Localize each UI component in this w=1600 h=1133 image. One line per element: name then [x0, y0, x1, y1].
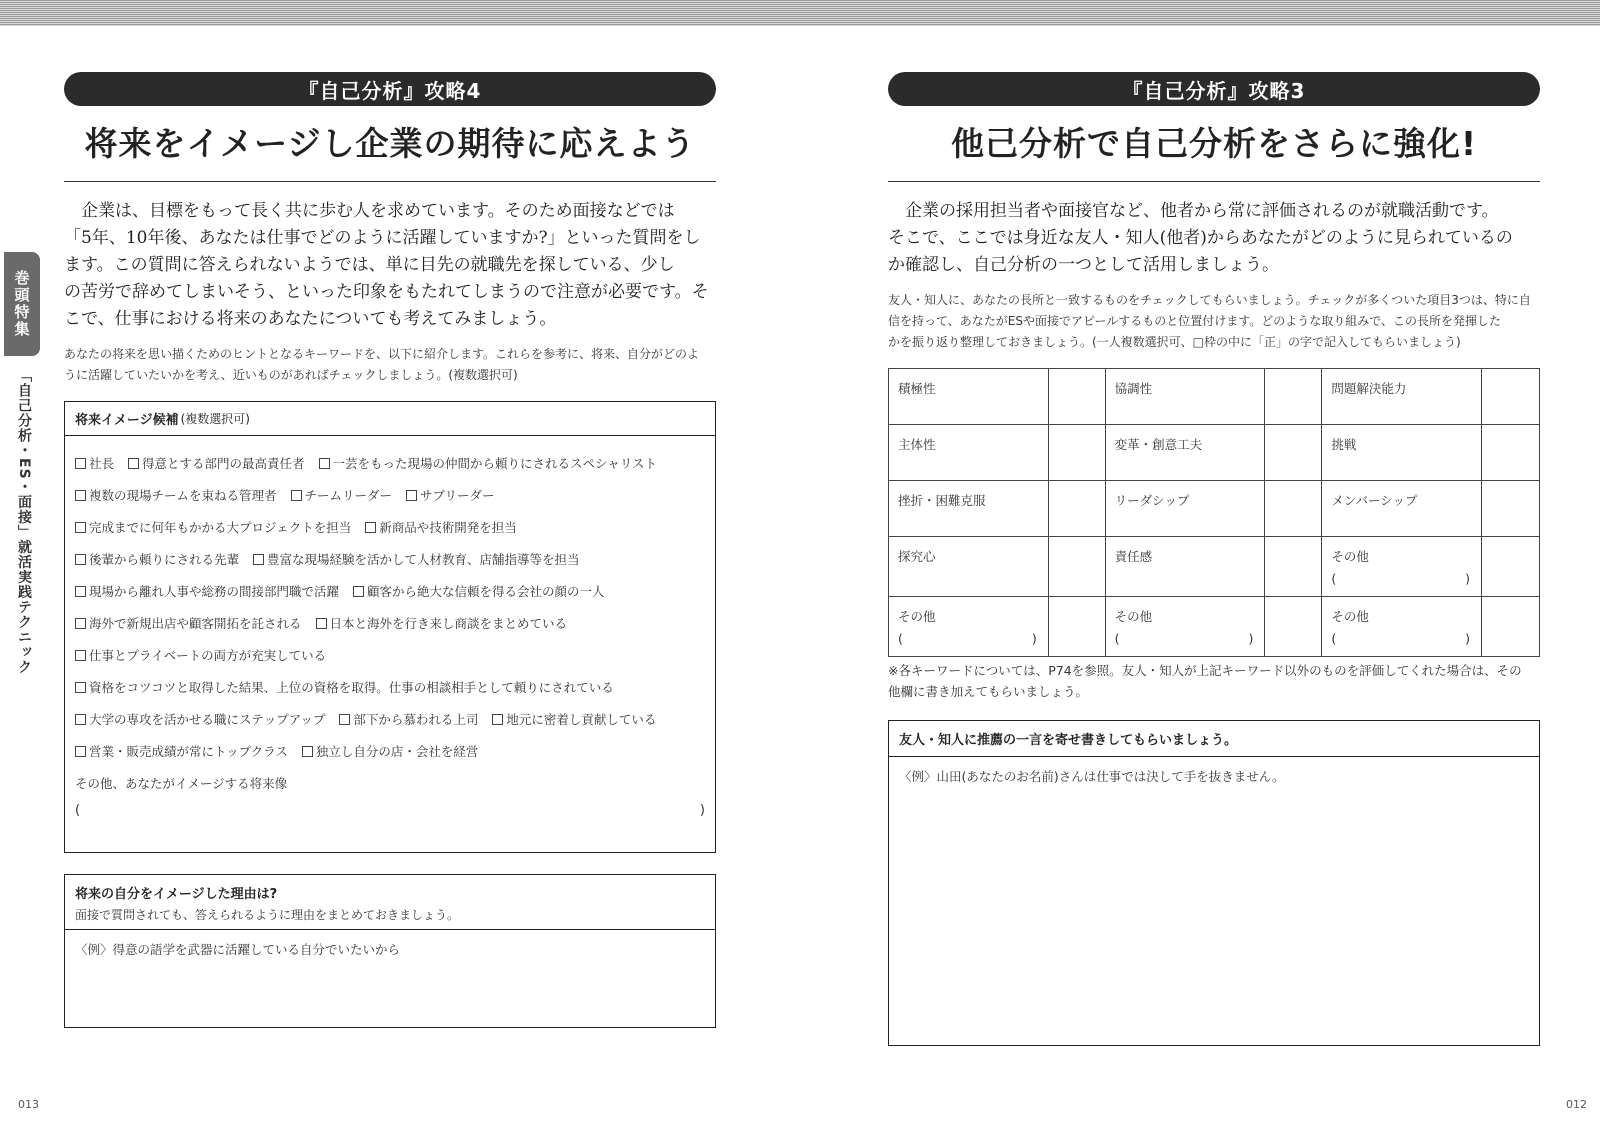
candidate-option[interactable]: [291, 486, 393, 504]
strength-keyword-cell: [1322, 481, 1482, 537]
strength-keyword: 積極性: [898, 381, 936, 396]
recommendation-answer-area[interactable]: [889, 757, 1539, 1043]
footnote-line: ※各キーワードについては、P74を参照。友人・知人が上記キーワード以外のものを評価してくれた場合は、その: [888, 663, 1522, 678]
checkbox[interactable]: [75, 586, 86, 597]
intro-line: か確認し、自己分析の一つとして活用しましょう。: [888, 255, 1279, 275]
note-line: 友人・知人に、あなたの長所と一致するものをチェックしてもらいましょう。チェックが多くついた項目3つは、特に自: [888, 293, 1531, 307]
candidate-option[interactable]: [75, 518, 351, 536]
candidate-row: [75, 575, 705, 607]
reason-box: [64, 874, 716, 1028]
top-decorative-band: [0, 0, 1600, 26]
candidate-label: 新商品や技術開発を担当: [379, 520, 517, 535]
strength-keyword: メンバーシップ: [1331, 493, 1418, 508]
candidate-option[interactable]: [492, 710, 656, 728]
tally-mark-box[interactable]: [1265, 425, 1322, 481]
checkbox[interactable]: [365, 522, 376, 533]
strength-keyword-cell: [1322, 425, 1482, 481]
paren-close: ): [1031, 631, 1037, 646]
reason-header: [65, 875, 715, 930]
feature-side-tab: [4, 252, 40, 356]
strength-keyword: 挑戦: [1331, 437, 1357, 452]
tally-mark-box[interactable]: [1482, 481, 1540, 537]
checkbox[interactable]: [75, 650, 86, 661]
note-line: あなたの将来を思い描くためのヒントとなるキーワードを、以下に紹介します。これらを参考に、将来、自分がどのよ: [64, 347, 700, 361]
candidate-row: [75, 671, 705, 703]
other-future-label: その他、あなたがイメージする将来像: [75, 776, 288, 791]
candidate-option[interactable]: [75, 742, 288, 760]
candidate-row: [75, 703, 705, 735]
candidates-subtitle: (複数選択可): [180, 412, 250, 426]
intro-line: 企業は、目標をもって長く共に歩む人を求めています。そのため面接などでは: [81, 201, 675, 221]
candidate-row: [75, 447, 705, 479]
strength-keyword-cell: [889, 425, 1049, 481]
recommendation-title: 友人・知人に推薦の一言を寄せ書きしてもらいましょう。: [899, 733, 1238, 748]
strength-keyword-cell: [889, 369, 1049, 425]
strength-row: [889, 425, 1540, 481]
intro-paragraph: [888, 198, 1548, 279]
candidate-label: 海外で新規出店や顧客開拓を託される: [89, 616, 302, 631]
strength-row: [889, 481, 1540, 537]
recommendation-example: 〈例〉山田(あなたのお名前)さんは仕事では決して手を抜きません。: [899, 769, 1285, 784]
strength-keyword: 主体性: [898, 437, 936, 452]
tally-mark-box[interactable]: [1482, 369, 1540, 425]
checkbox[interactable]: [492, 714, 503, 725]
candidate-option[interactable]: [353, 582, 605, 600]
checkbox[interactable]: [353, 586, 364, 597]
candidate-label: 後輩から頼りにされる先輩: [89, 552, 240, 567]
tally-mark-box[interactable]: [1482, 537, 1540, 597]
candidate-option[interactable]: [75, 454, 114, 472]
checkbox[interactable]: [253, 554, 264, 565]
candidate-label: 豊富な現場経験を活かして人材教育、店舗指導等を担当: [267, 552, 580, 567]
candidate-option[interactable]: [365, 518, 517, 536]
candidate-row: [75, 607, 705, 639]
note-line: 信を持って、あなたがESや面接でアピールするものと位置付けます。どのような取り組みで、この長所を発揮した: [888, 314, 1502, 328]
strength-keyword-cell: [1322, 597, 1482, 657]
intro-paragraph: [64, 198, 724, 333]
candidate-label: 部下から慕われる上司: [353, 712, 479, 727]
checkbox[interactable]: [75, 522, 86, 533]
candidate-row: [75, 543, 705, 575]
checkbox[interactable]: [75, 458, 86, 469]
strengths-check-table: [888, 368, 1540, 657]
candidate-option[interactable]: [128, 454, 305, 472]
paren-close: ): [1465, 571, 1471, 586]
candidate-label: 独立し自分の店・会社を経営: [315, 744, 479, 759]
tally-mark-box[interactable]: [1482, 597, 1540, 657]
checkbox[interactable]: [75, 746, 86, 757]
checkbox[interactable]: [75, 490, 86, 501]
tally-mark-box[interactable]: [1048, 597, 1105, 657]
reason-title: 将来の自分をイメージした理由は?: [75, 887, 278, 902]
candidate-option[interactable]: [75, 582, 339, 600]
candidate-list: [65, 436, 715, 767]
candidates-title: 将来イメージ候補: [75, 413, 179, 428]
strength-keyword: その他: [1114, 609, 1153, 624]
paren-close: ): [1465, 631, 1471, 646]
tally-mark-box[interactable]: [1265, 537, 1322, 597]
reason-example: 〈例〉得意の語学を武器に活躍している自分でいたいから: [75, 942, 401, 957]
headline-rule: [888, 181, 1540, 182]
candidate-option[interactable]: [253, 550, 580, 568]
candidate-label: 日本と海外を行き来し商談をまとめている: [329, 616, 568, 631]
other-keyword-input[interactable]: [898, 631, 1039, 646]
candidate-label: 複数の現場チームを束ねる管理者: [89, 488, 277, 503]
page-headline: 他己分析で自己分析をさらに強化!: [950, 124, 1478, 163]
candidate-option[interactable]: [319, 454, 658, 472]
strength-keyword-cell: [889, 537, 1049, 597]
right-page: [800, 26, 1600, 1133]
candidate-label: 大学の専攻を活かせる職にステップアップ: [89, 712, 326, 727]
intro-line: ます。この質問に答えられないようでは、単に目先の就職先を探している、少し: [64, 255, 675, 275]
paren-close: ): [1248, 631, 1254, 646]
intro-line: こで、仕事における将来のあなたについても考えてみましょう。: [64, 309, 557, 329]
paren-close: ): [699, 803, 705, 818]
other-keyword-input[interactable]: [1331, 571, 1472, 586]
intro-line: そこで、ここでは身近な友人・知人(他者)からあなたがどのように見られているの: [888, 228, 1513, 248]
candidate-option[interactable]: [75, 678, 614, 696]
strength-keyword-cell: [1105, 425, 1265, 481]
instruction-note: [888, 290, 1548, 353]
checkbox[interactable]: [75, 554, 86, 565]
other-keyword-input[interactable]: [1331, 631, 1472, 646]
future-candidates-box: [64, 401, 716, 853]
other-future-input[interactable]: [65, 799, 715, 818]
candidate-label: 完成までに何年もかかる大プロジェクトを担当: [89, 520, 352, 535]
headline-rule: [64, 181, 716, 182]
strength-keyword-cell: [889, 597, 1049, 657]
other-keyword-input[interactable]: [1115, 631, 1256, 646]
recommendation-header: [889, 721, 1539, 757]
candidate-label: サブリーダー: [420, 488, 495, 503]
candidate-option[interactable]: [75, 646, 326, 664]
paren-open: (: [75, 803, 81, 818]
checkbox[interactable]: [128, 458, 139, 469]
strength-row: [889, 537, 1540, 597]
section-header-pill: 『自己分析』攻略3: [888, 72, 1540, 106]
section-header-pill: 『自己分析』攻略4: [64, 72, 716, 106]
strength-keyword: 変革・創意工夫: [1114, 437, 1203, 452]
candidate-label: 資格をコツコツと取得した結果、上位の資格を取得。仕事の相談相手として頼りにされている: [89, 680, 614, 695]
checkbox[interactable]: [75, 714, 86, 725]
strength-keyword: 責任感: [1114, 549, 1153, 564]
checkbox[interactable]: [75, 682, 86, 693]
checkbox[interactable]: [302, 746, 313, 757]
candidate-row: [75, 511, 705, 543]
strength-keyword-cell: [1105, 597, 1265, 657]
strength-keyword: その他: [898, 609, 936, 624]
reason-answer-area[interactable]: [65, 930, 715, 1024]
table-footnote: [888, 660, 1548, 702]
checkbox[interactable]: [319, 458, 330, 469]
candidate-option[interactable]: [75, 614, 302, 632]
strength-keyword: その他: [1331, 549, 1369, 564]
strength-keyword-cell: [1105, 481, 1265, 537]
paren-open: (: [1114, 631, 1120, 646]
page-number: 012: [1566, 1098, 1587, 1111]
paren-open: (: [1331, 631, 1337, 646]
tally-mark-box[interactable]: [1482, 425, 1540, 481]
candidate-option[interactable]: [316, 614, 568, 632]
strength-row: [889, 597, 1540, 657]
strength-keyword: 探究心: [898, 549, 936, 564]
note-line: かを振り返り整理しておきましょう。(一人複数選択可、□枠の中に「正」の字で記入してもらいましょう): [888, 335, 1461, 349]
paren-open: (: [1331, 571, 1337, 586]
candidate-row: [75, 639, 705, 671]
candidate-label: 得意とする部門の最高責任者: [142, 456, 305, 471]
page-headline: 将来をイメージし企業の期待に応えよう: [84, 124, 696, 163]
tally-mark-box[interactable]: [1265, 369, 1322, 425]
strength-keyword-cell: [889, 481, 1049, 537]
checkbox[interactable]: [316, 618, 327, 629]
candidate-option[interactable]: [75, 710, 325, 728]
strength-keyword: 挫折・困難克服: [898, 493, 986, 508]
vertical-section-title: 「自己分析・ES・面接」就活実践テクニック: [16, 368, 32, 675]
checkbox[interactable]: [406, 490, 417, 501]
tally-mark-box[interactable]: [1265, 597, 1322, 657]
recommendation-box: [888, 720, 1540, 1046]
left-page: [0, 26, 800, 1133]
candidate-label: 仕事とプライベートの両方が充実している: [89, 648, 327, 663]
strength-keyword-cell: [1105, 537, 1265, 597]
note-line: うに活躍していたいかを考え、近いものがあればチェックしましょう。(複数選択可): [64, 368, 518, 382]
side-tab-label: 巻頭特集: [12, 270, 31, 338]
candidate-label: 一芸をもった現場の仲間から頼りにされるスペシャリスト: [332, 456, 658, 471]
reason-subtitle: 面接で質問されても、答えられるように理由をまとめておきましょう。: [75, 908, 460, 922]
strength-keyword: リーダシップ: [1114, 493, 1190, 508]
intro-line: の苦労で辞めてしまいそう、といった印象をもたれてしまうので注意が必要です。そ: [64, 282, 709, 302]
intro-line: 「5年、10年後、あなたは仕事でどのように活躍していますか?」といった質問をし: [64, 228, 701, 248]
paren-open: (: [898, 631, 903, 646]
instruction-note: [64, 344, 724, 386]
tally-mark-box[interactable]: [1048, 425, 1105, 481]
strength-keyword-cell: [1322, 369, 1482, 425]
tally-mark-box[interactable]: [1048, 481, 1105, 537]
intro-line: 企業の採用担当者や面接官など、他者から常に評価されるのが就職活動です。: [905, 201, 1499, 221]
strength-keyword-cell: [1322, 537, 1482, 597]
tally-mark-box[interactable]: [1048, 537, 1105, 597]
candidates-header: [65, 402, 715, 436]
strength-keyword-cell: [1105, 369, 1265, 425]
strength-keyword: その他: [1331, 609, 1369, 624]
checkbox[interactable]: [339, 714, 350, 725]
footnote-line: 他欄に書き加えてもらいましょう。: [888, 684, 1089, 699]
page-number: 013: [18, 1098, 39, 1111]
checkbox[interactable]: [291, 490, 302, 501]
candidate-row: [75, 479, 705, 511]
candidate-label: 社長: [89, 456, 115, 471]
strength-row: [889, 369, 1540, 425]
candidate-option[interactable]: [75, 550, 239, 568]
strength-keyword: 問題解決能力: [1331, 381, 1407, 396]
strength-keyword: 協調性: [1114, 381, 1153, 396]
candidate-label: 顧客から絶大な信頼を得る会社の顔の一人: [367, 584, 605, 599]
candidate-label: 営業・販売成績が常にトップクラス: [89, 744, 288, 759]
candidate-label: 現場から離れ人事や総務の間接部門職で活躍: [89, 584, 340, 599]
candidate-label: 地元に密着し貢献している: [506, 712, 657, 727]
candidate-option[interactable]: [302, 742, 479, 760]
candidate-label: チームリーダー: [304, 488, 393, 503]
checkbox[interactable]: [75, 618, 86, 629]
tally-mark-box[interactable]: [1265, 481, 1322, 537]
candidate-option[interactable]: [406, 486, 495, 504]
tally-mark-box[interactable]: [1048, 369, 1105, 425]
candidate-option[interactable]: [75, 486, 277, 504]
candidate-option[interactable]: [339, 710, 478, 728]
candidate-row: [75, 735, 705, 767]
